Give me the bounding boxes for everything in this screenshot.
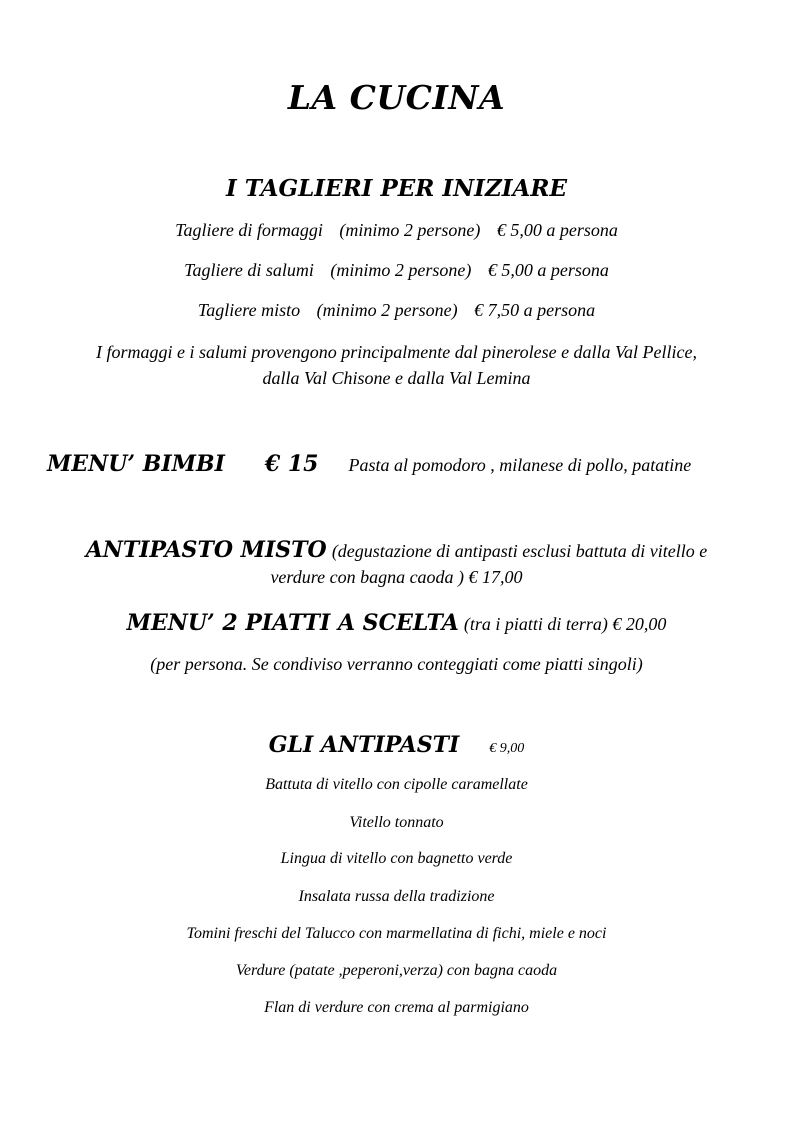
- menu-2-piatti-label: MENU’ 2 PIATTI A SCELTA: [126, 610, 459, 636]
- menu-bimbi-price: € 15: [264, 451, 319, 477]
- tagliere-formaggi-row: [0, 220, 793, 241]
- antipasti-heading-row: [0, 732, 793, 758]
- antipasti-item: Vitello tonnato: [349, 814, 444, 831]
- page-title: LA CUCINA: [287, 78, 506, 117]
- antipasti-item: Tomini freschi del Talucco con marmellatina di fichi, miele e noci: [186, 925, 607, 942]
- antipasti-heading: GLI ANTIPASTI: [268, 732, 460, 758]
- item-price: € 7,50 a persona: [474, 300, 596, 320]
- item-name: Tagliere di salumi: [184, 260, 314, 280]
- menu-bimbi-row: [47, 451, 691, 477]
- antipasti-item: Insalata russa della tradizione: [298, 888, 495, 905]
- menu-2-piatti-detail: (tra i piatti di terra) € 20,00: [463, 614, 667, 634]
- antipasto-misto-label: ANTIPASTO MISTO: [85, 537, 327, 563]
- antipasti-item: Battuta di vitello con cipolle caramellate: [265, 776, 528, 793]
- taglieri-heading: I TAGLIERI PER INIZIARE: [226, 175, 567, 202]
- antipasti-item: Verdure (patate ,peperoni,verza) con bagna caoda: [235, 962, 558, 979]
- antipasto-misto-detail: (degustazione di antipasti esclusi battuta di vitello e: [331, 541, 708, 561]
- antipasto-misto-row: [0, 537, 793, 563]
- menu-2-piatti-note: (per persona. Se condiviso verranno conteggiati come piatti singoli): [150, 654, 643, 674]
- menu-bimbi-label: MENU’ BIMBI: [47, 451, 225, 477]
- item-price: € 5,00 a persona: [496, 220, 618, 240]
- antipasti-item: Flan di verdure con crema al parmigiano: [264, 999, 529, 1016]
- menu-2-piatti-row: [0, 610, 793, 636]
- item-name: Tagliere di formaggi: [175, 220, 323, 240]
- tagliere-salumi-row: [0, 260, 793, 281]
- item-note: (minimo 2 persone): [330, 260, 472, 280]
- taglieri-origin-line1: I formaggi e i salumi provengono principalmente dal pinerolese e dalla Val Pellice,: [95, 342, 698, 362]
- taglieri-origin-line2: dalla Val Chisone e dalla Val Lemina: [262, 368, 531, 388]
- menu-bimbi-description: Pasta al pomodoro , milanese di pollo, patatine: [348, 455, 692, 475]
- item-price: € 5,00 a persona: [487, 260, 609, 280]
- antipasto-misto-detail-line2: verdure con bagna caoda ) € 17,00: [270, 567, 523, 587]
- antipasti-item: Lingua di vitello con bagnetto verde: [280, 850, 513, 867]
- tagliere-misto-row: [0, 300, 793, 321]
- antipasti-price: € 9,00: [489, 741, 525, 756]
- item-name: Tagliere misto: [197, 300, 301, 320]
- item-note: (minimo 2 persone): [339, 220, 481, 240]
- item-note: (minimo 2 persone): [316, 300, 458, 320]
